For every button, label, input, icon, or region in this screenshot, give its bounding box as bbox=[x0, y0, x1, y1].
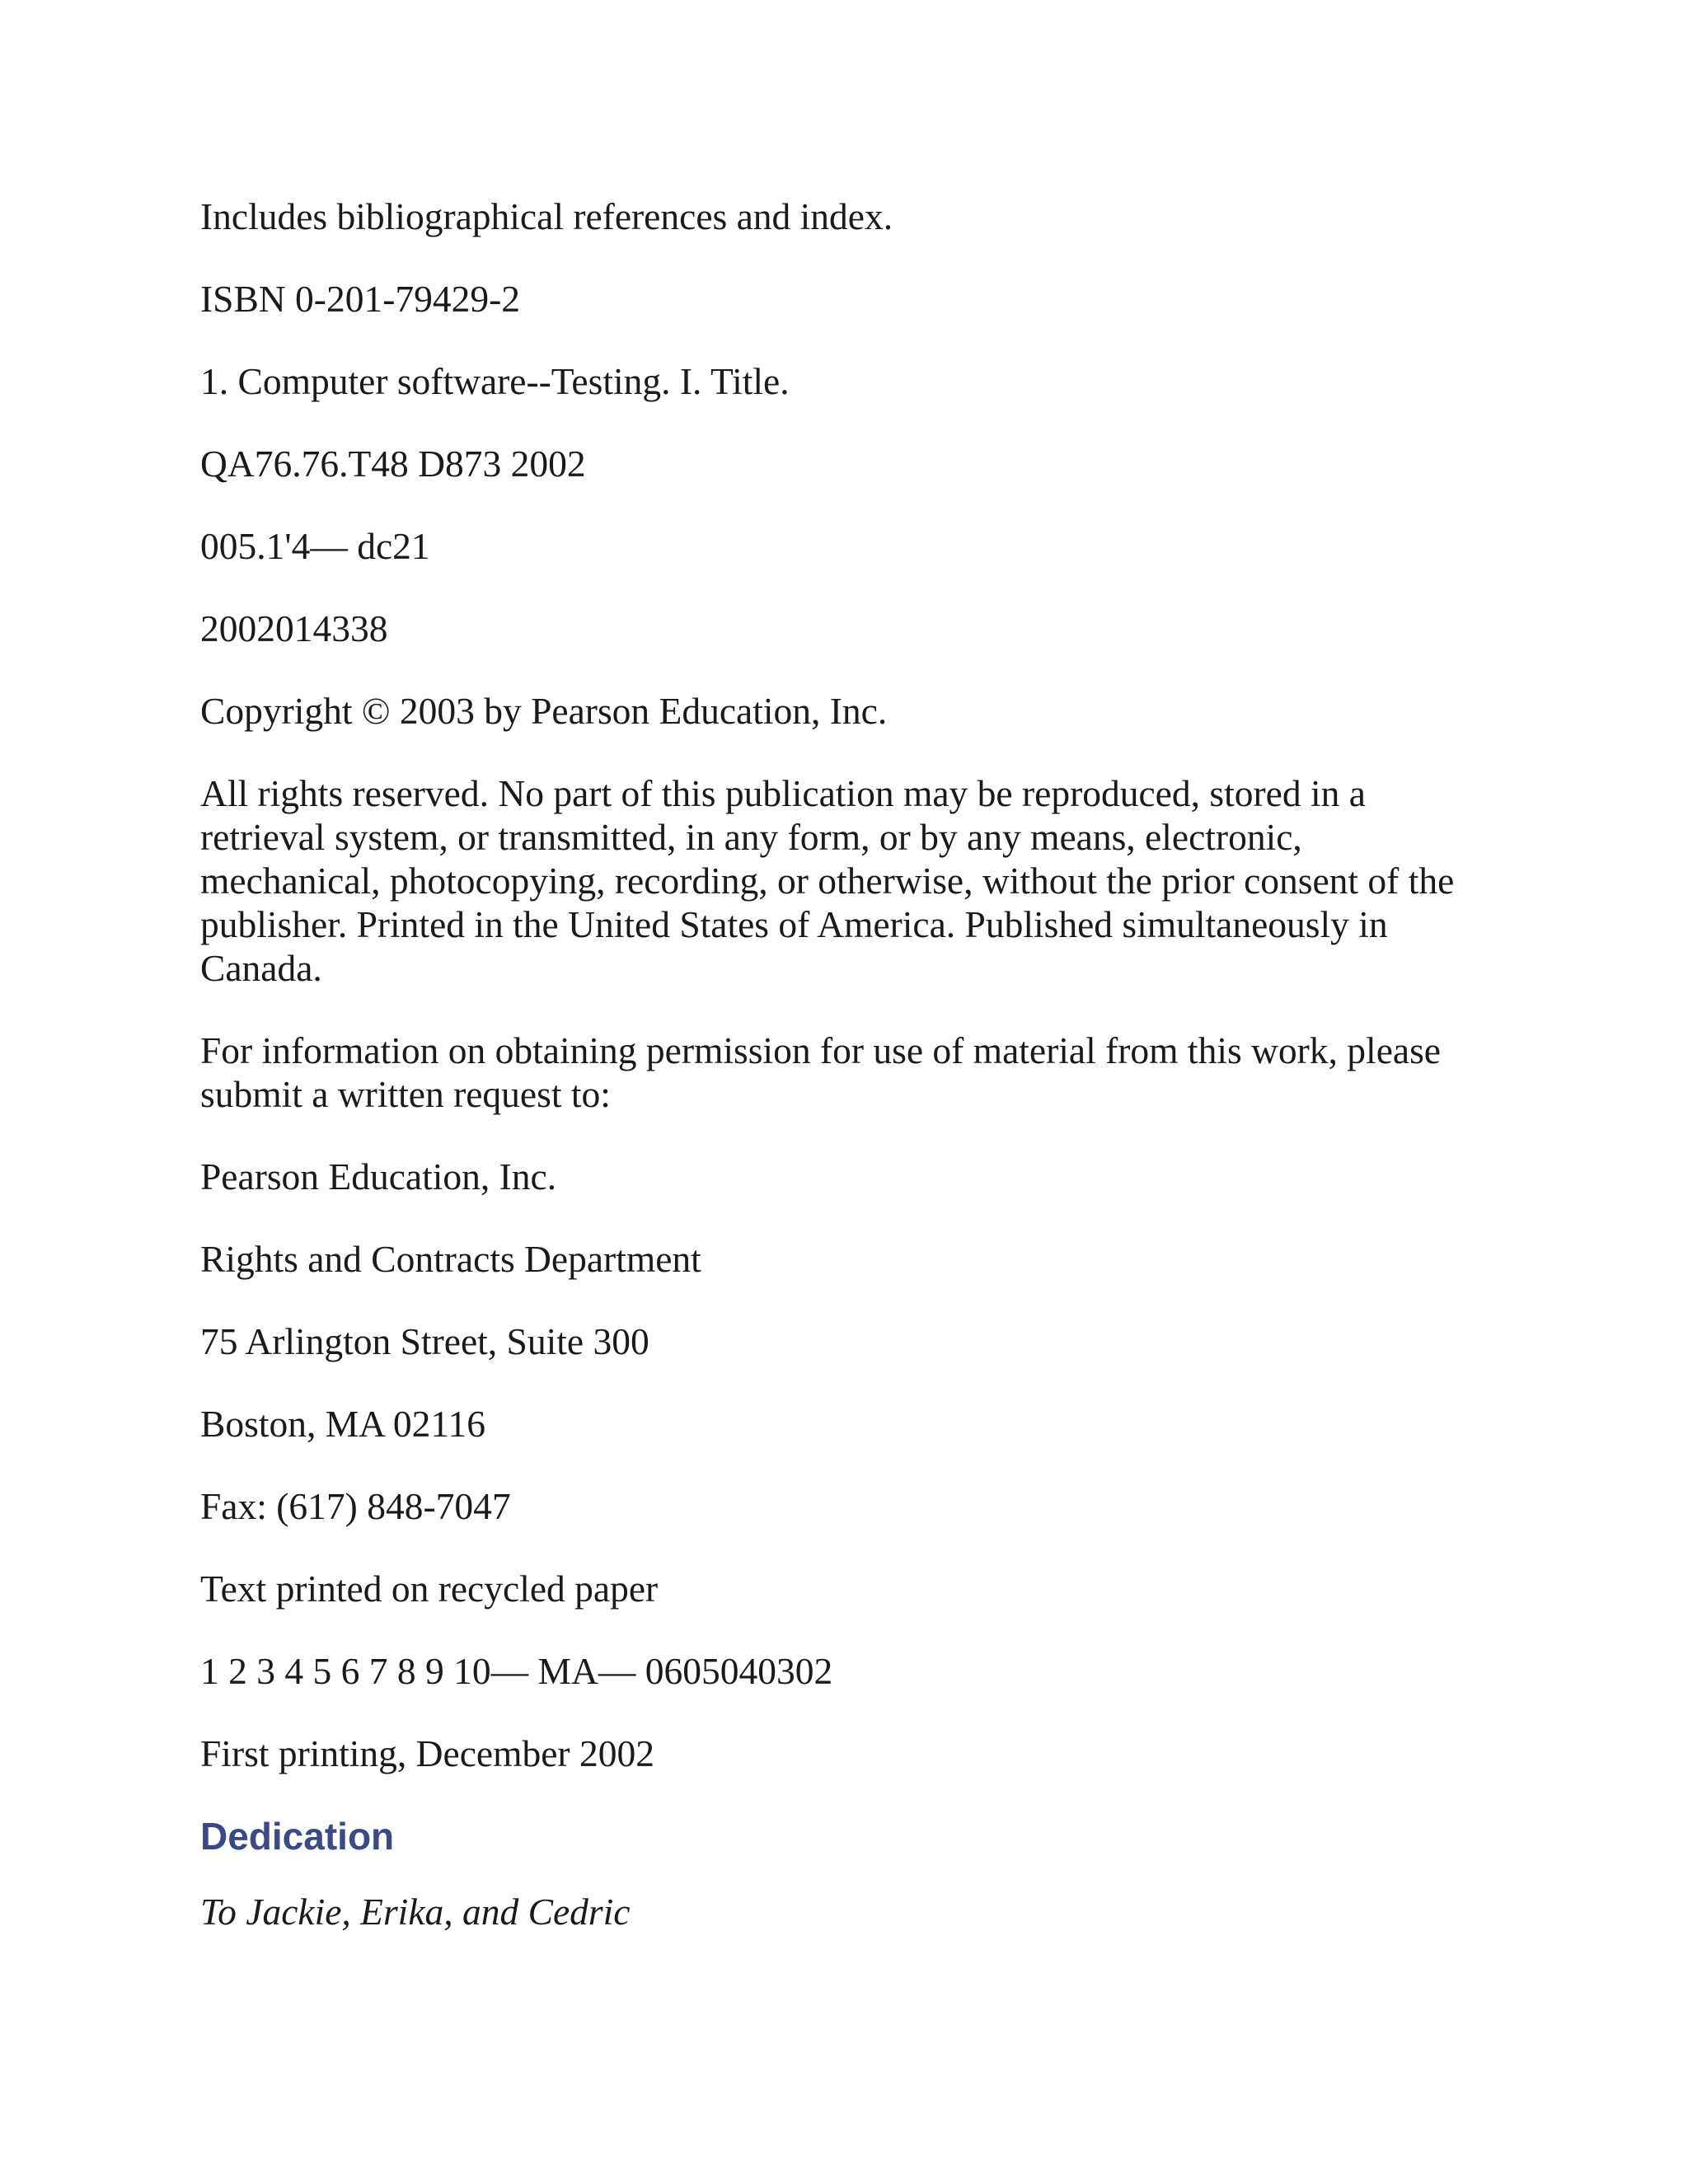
isbn: ISBN 0-201-79429-2 bbox=[200, 278, 520, 320]
address-city: Boston, MA 02116 bbox=[200, 1403, 485, 1445]
rights-reserved-text: All rights reserved. No part of this publication may be reproduced, stored in a retrieval system, or transmitted, in any form, or by any means, electronic, mechanical, photocopying, recording, or otherwise, without the prior consent of the publisher. Printed in the United States of America. Published simultaneously in Canada. bbox=[200, 772, 1455, 989]
permission-info-text: For information on obtaining permission for use of material from this work, please submit a written request to: bbox=[200, 1029, 1441, 1115]
address-street: 75 Arlington Street, Suite 300 bbox=[200, 1320, 649, 1362]
lc-call-number: QA76.76.T48 D873 2002 bbox=[200, 443, 586, 485]
recycled-paper-note: Text printed on recycled paper bbox=[200, 1568, 659, 1610]
address-company: Pearson Education, Inc. bbox=[200, 1155, 557, 1197]
printing-line: 1 2 3 4 5 6 7 8 9 10— MA— 0605040302 bbox=[200, 1650, 833, 1692]
first-printing-date: First printing, December 2002 bbox=[200, 1732, 654, 1774]
subject-heading: 1. Computer software--Testing. I. Title. bbox=[200, 360, 790, 402]
copyright-line: Copyright © 2003 by Pearson Education, Inc. bbox=[200, 690, 888, 732]
dedication-heading: Dedication bbox=[200, 1815, 395, 1858]
dedication-text: To Jackie, Erika, and Cedric bbox=[200, 1891, 631, 1933]
address-department: Rights and Contracts Department bbox=[200, 1238, 701, 1280]
dewey-number: 005.1'4— dc21 bbox=[200, 525, 430, 567]
address-fax: Fax: (617) 848-7047 bbox=[200, 1485, 511, 1527]
lccn: 2002014338 bbox=[200, 607, 388, 649]
bibliography-note: Includes bibliographical references and index. bbox=[200, 195, 893, 237]
